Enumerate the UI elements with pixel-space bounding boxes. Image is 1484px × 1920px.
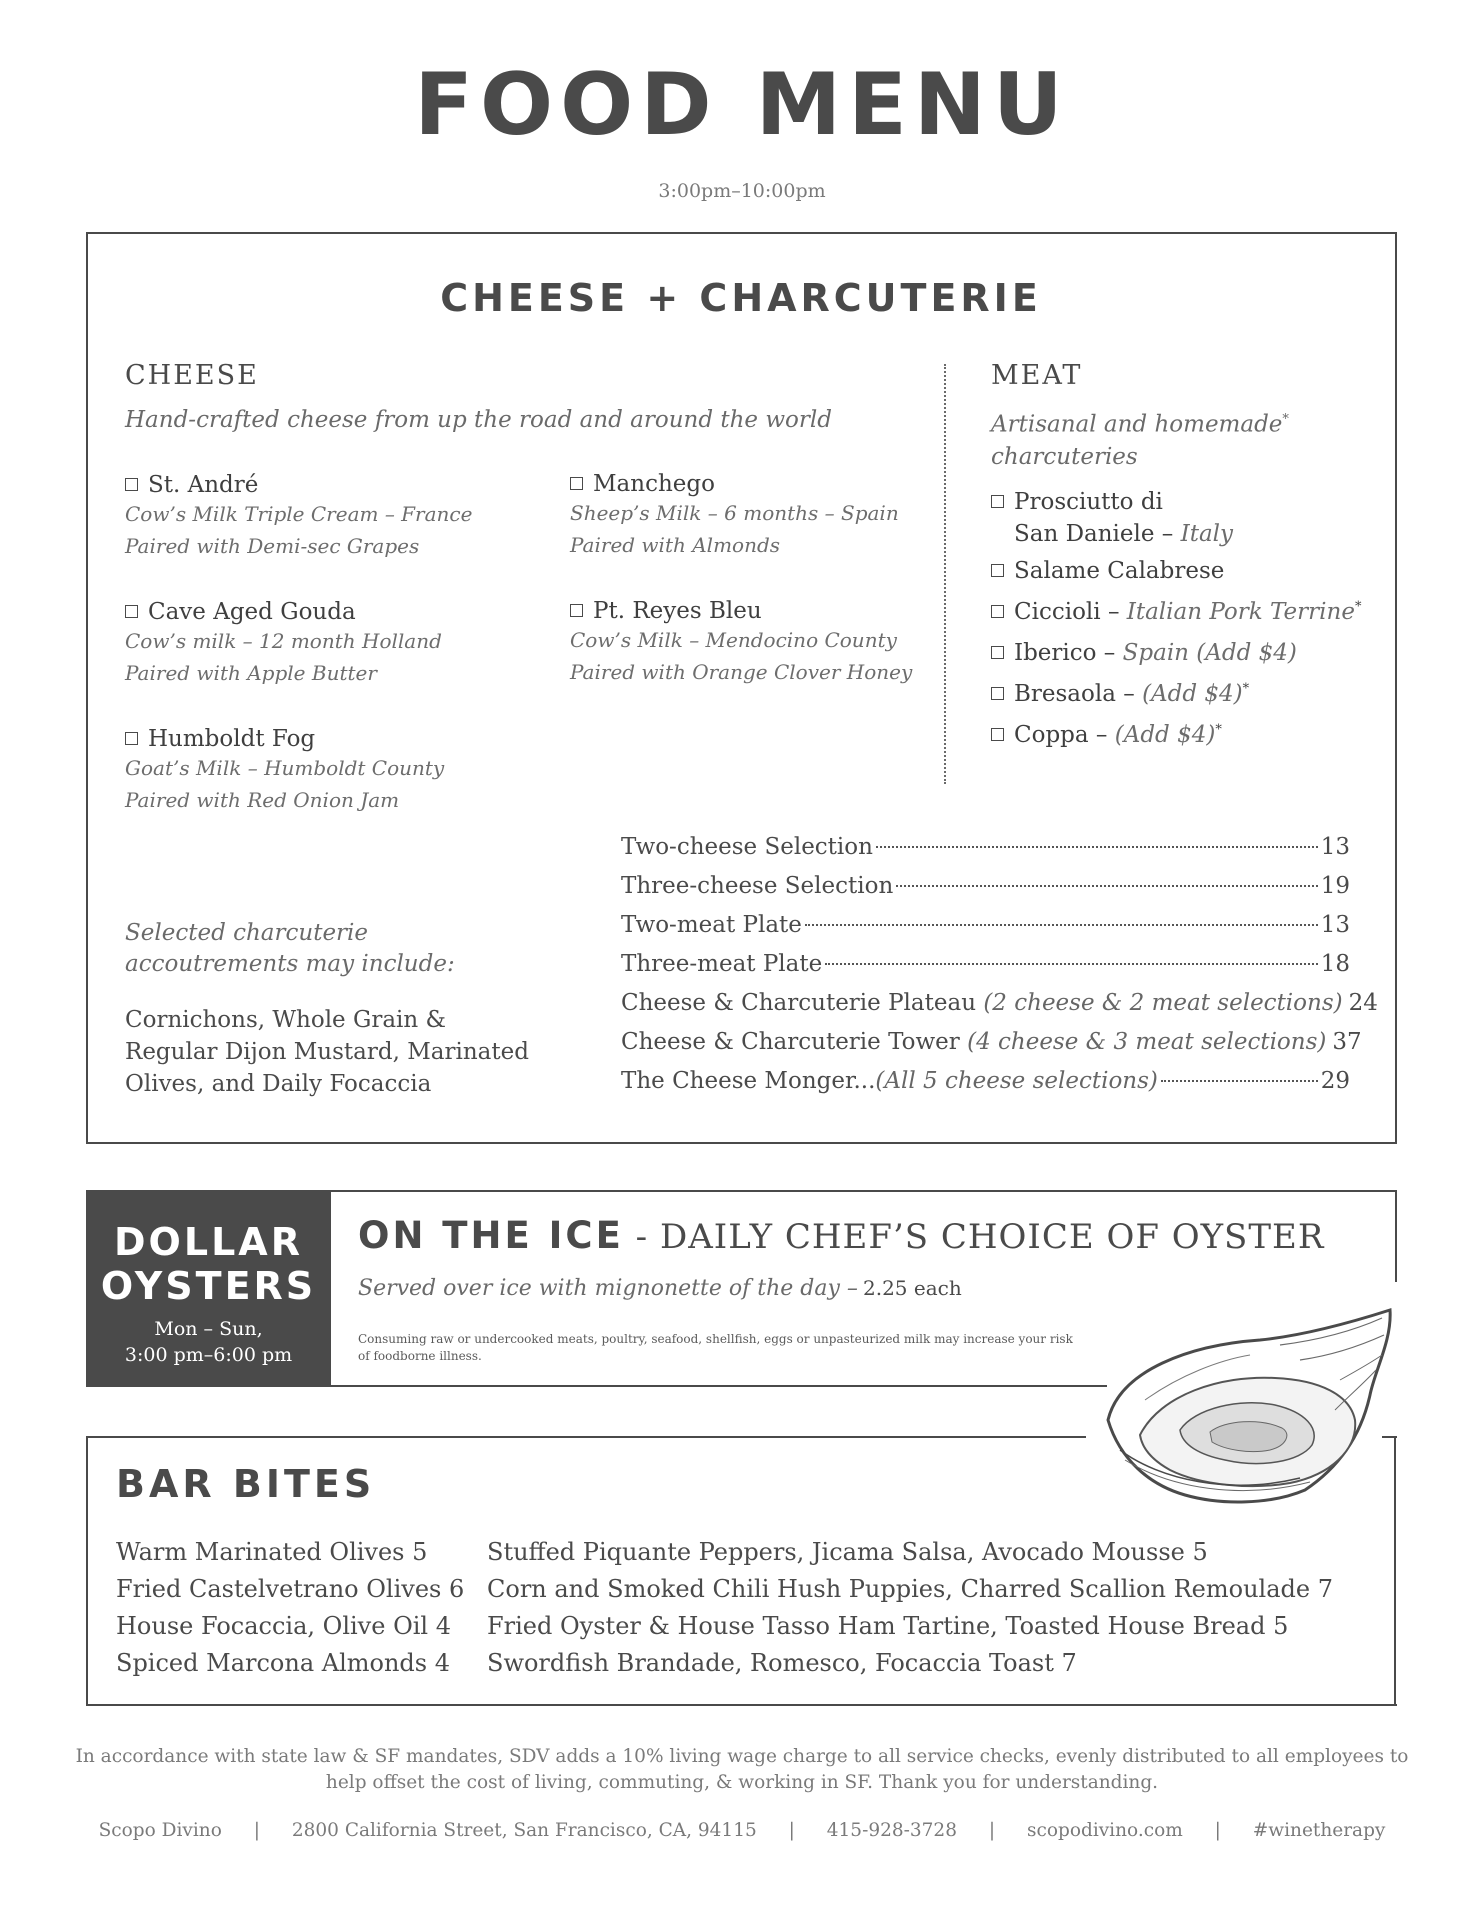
oyster-served — [358, 1276, 962, 1301]
dot-leader — [805, 924, 1318, 926]
oyster-title-rest: - DAILY CHEF’S CHOICE OF OYSTER — [623, 1217, 1325, 1257]
section-title: CHEESE + CHARCUTERIE — [440, 276, 1042, 320]
price-label: Three-meat Plate — [621, 951, 823, 977]
meat-item[interactable] — [991, 599, 1361, 640]
website-link[interactable]: scopodivino.com — [1027, 1820, 1183, 1841]
bar-bites-bottom — [86, 1704, 1397, 1706]
checkbox-icon[interactable] — [991, 495, 1004, 508]
cheese-name: St. André — [148, 472, 259, 498]
address[interactable]: 2800 California Street, San Francisco, CA, 94115 — [291, 1820, 757, 1841]
cheese-subtitle: Hand-crafted cheese from up the road and around the world — [125, 407, 832, 433]
checkbox-icon[interactable] — [125, 478, 138, 491]
cheese-item[interactable] — [570, 471, 899, 561]
price-label: Cheese & Charcuterie Plateau — [621, 990, 977, 1016]
meat-subtitle-line2: charcuteries — [991, 443, 1138, 470]
meat-list — [991, 558, 1361, 763]
oyster-title-bold: ON THE ICE — [358, 1214, 624, 1257]
price-row[interactable] — [621, 990, 1378, 1029]
bar-bite-item[interactable]: Corn and Smoked Chili Hush Puppies, Charred Scallion Remoulade 7 — [487, 1575, 1333, 1603]
meat-item[interactable] — [991, 722, 1361, 763]
cheese-pairing: Paired with Almonds — [570, 533, 781, 557]
dot-leader — [1161, 1080, 1318, 1082]
bar-bite-item[interactable]: Spiced Marcona Almonds 4 — [116, 1649, 451, 1677]
accoutrements-intro-line2: accoutrements may include: — [125, 951, 455, 977]
price-row[interactable] — [621, 1068, 1350, 1107]
cheese-pairing: Paired with Apple Butter — [125, 661, 377, 685]
meat-name: Prosciutto di — [1014, 489, 1163, 515]
bar-bite-item[interactable]: House Focaccia, Olive Oil 4 — [116, 1612, 451, 1640]
price-label: The Cheese Monger... — [621, 1068, 876, 1094]
separator: | — [253, 1820, 260, 1841]
meat-name: Ciccioli – — [1014, 599, 1120, 625]
oyster-served-text: Served over ice with mignonette of the day – — [358, 1276, 858, 1301]
contact-bar — [0, 1820, 1484, 1841]
meat-item[interactable] — [991, 640, 1361, 681]
meat-name: Salame Calabrese — [1014, 558, 1225, 584]
cheese-desc: Cow’s Milk – Mendocino County — [570, 628, 897, 652]
meat-detail: Italian Pork Terrine — [1126, 599, 1355, 625]
price-label: Two-meat Plate — [621, 912, 802, 938]
oyster-illustration-icon — [1100, 1300, 1400, 1510]
cheese-item[interactable] — [125, 726, 444, 816]
living-wage-notice — [0, 1744, 1484, 1796]
checkbox-icon[interactable] — [991, 646, 1004, 659]
checkbox-icon[interactable] — [570, 477, 583, 490]
dot-leader — [825, 963, 1317, 965]
cheese-heading: CHEESE — [125, 360, 259, 391]
bar-bites-right — [1394, 1436, 1396, 1706]
oyster-box-right — [1395, 1190, 1397, 1282]
oyster-price: 2.25 each — [862, 1276, 962, 1300]
badge-days: Mon – Sun, — [154, 1318, 263, 1340]
checkbox-icon[interactable] — [991, 605, 1004, 618]
price-row[interactable] — [621, 912, 1350, 951]
hashtag-link[interactable]: #winetherapy — [1252, 1820, 1386, 1841]
badge-line2: OYSTERS — [100, 1264, 317, 1308]
cheese-desc: Cow’s milk – 12 month Holland — [125, 629, 442, 653]
phone-link[interactable]: 415-928-3728 — [826, 1820, 957, 1841]
meat-item[interactable] — [991, 486, 1233, 550]
cheese-name: Humboldt Fog — [148, 726, 316, 752]
price-value: 18 — [1320, 951, 1350, 977]
bar-bites-left-list — [116, 1534, 464, 1682]
bar-bite-item[interactable]: Swordfish Brandade, Romesco, Focaccia Toast 7 — [487, 1649, 1077, 1677]
checkbox-icon[interactable] — [125, 605, 138, 618]
bar-bites-title: BAR BITES — [116, 1462, 376, 1506]
checkbox-icon[interactable] — [991, 728, 1004, 741]
price-row[interactable] — [621, 834, 1350, 873]
separator: | — [788, 1820, 795, 1841]
meat-origin: Italy — [1180, 521, 1234, 547]
cheese-item[interactable] — [570, 598, 912, 688]
checkbox-icon[interactable] — [125, 732, 138, 745]
meat-heading: MEAT — [991, 360, 1083, 391]
cheese-charcuterie-section — [86, 232, 1397, 1144]
cheese-desc: Sheep’s Milk – 6 months – Spain — [570, 501, 899, 525]
asterisk-mark: * — [1354, 599, 1362, 615]
cheese-name: Pt. Reyes Bleu — [593, 598, 762, 624]
price-label: Three-cheese Selection — [621, 873, 894, 899]
service-hours: 3:00pm–10:00pm — [658, 180, 826, 202]
meat-item[interactable] — [991, 681, 1361, 722]
price-value: 13 — [1320, 912, 1350, 938]
price-value: 13 — [1320, 834, 1350, 860]
dollar-oysters-badge — [86, 1190, 331, 1387]
accoutrements-line3: Olives, and Daily Focaccia — [125, 1071, 432, 1097]
page-title: FOOD MENU — [414, 55, 1070, 155]
asterisk-mark: * — [1215, 722, 1222, 738]
column-divider — [944, 364, 946, 784]
notice-line1: In accordance with state law & SF mandates, SDV adds a 10% living wage charge to all service checks, evenly distributed to all employees to — [75, 1746, 1409, 1767]
asterisk-mark: * — [1242, 681, 1250, 697]
price-label: Two-cheese Selection — [621, 834, 873, 860]
meat-detail: Spain (Add $4) — [1122, 640, 1297, 666]
separator: | — [1214, 1820, 1221, 1841]
cheese-pairing: Paired with Orange Clover Honey — [570, 660, 913, 684]
restaurant-name: Scopo Divino — [98, 1820, 222, 1841]
price-value: 24 — [1348, 990, 1378, 1016]
badge-line1: DOLLAR — [114, 1220, 303, 1264]
accoutrements-list — [125, 1004, 529, 1100]
meat-name-cont: San Daniele – — [1014, 521, 1174, 547]
dot-leader — [876, 846, 1318, 848]
cheese-desc: Cow’s Milk Triple Cream – France — [125, 502, 473, 526]
meat-detail: (Add $4) — [1114, 722, 1216, 748]
raw-food-warning — [358, 1331, 1073, 1365]
price-note: (2 cheese & 2 meat selections) — [983, 990, 1343, 1016]
warning-line2: of foodborne illness. — [358, 1349, 482, 1363]
meat-subtitle — [991, 404, 1289, 473]
bar-bites-right-list — [487, 1534, 1333, 1682]
cheese-item[interactable] — [125, 472, 472, 562]
checkbox-icon[interactable] — [991, 687, 1004, 700]
asterisk-mark: * — [1282, 412, 1289, 427]
oyster-box-bottom — [331, 1385, 1107, 1387]
meat-subtitle-line1: Artisanal and homemade — [991, 411, 1283, 438]
checkbox-icon[interactable] — [991, 564, 1004, 577]
accoutrements-line2: Regular Dijon Mustard, Marinated — [125, 1039, 529, 1065]
price-value: 37 — [1332, 1029, 1362, 1055]
price-note: (4 cheese & 3 meat selections) — [967, 1029, 1327, 1055]
price-row[interactable] — [621, 873, 1350, 912]
cheese-item[interactable] — [125, 599, 442, 689]
meat-name: Bresaola – — [1014, 681, 1143, 707]
bar-bite-item[interactable]: Warm Marinated Olives 5 — [116, 1538, 428, 1566]
accoutrements-intro — [125, 918, 455, 980]
price-label: Cheese & Charcuterie Tower — [621, 1029, 960, 1055]
accoutrements-line1: Cornichons, Whole Grain & — [125, 1007, 447, 1033]
bar-bite-item[interactable]: Stuffed Piquante Peppers, Jicama Salsa, Avocado Mousse 5 — [487, 1538, 1208, 1566]
oyster-box-top — [331, 1190, 1397, 1192]
badge-time: 3:00 pm–6:00 pm — [124, 1344, 293, 1366]
price-list — [621, 834, 1378, 1107]
meat-item[interactable] — [991, 558, 1361, 599]
price-value: 29 — [1320, 1068, 1350, 1094]
meat-name: Coppa – — [1014, 722, 1108, 748]
meat-name: Iberico – — [1014, 640, 1116, 666]
cheese-name: Manchego — [593, 471, 715, 497]
price-note: (All 5 cheese selections) — [875, 1068, 1158, 1094]
price-value: 19 — [1320, 873, 1350, 899]
dot-leader — [896, 885, 1317, 887]
cheese-desc: Goat’s Milk – Humboldt County — [125, 756, 445, 780]
bar-bite-item[interactable]: Fried Oyster & House Tasso Ham Tartine, Toasted House Bread 5 — [487, 1612, 1289, 1640]
price-row[interactable] — [621, 951, 1350, 990]
accoutrements-intro-line1: Selected charcuterie — [125, 920, 369, 946]
cheese-name: Cave Aged Gouda — [148, 599, 356, 625]
separator: | — [988, 1820, 996, 1841]
price-row[interactable] — [621, 1029, 1362, 1068]
checkbox-icon[interactable] — [570, 604, 583, 617]
cheese-pairing: Paired with Red Onion Jam — [125, 788, 400, 812]
bar-bite-item[interactable]: Fried Castelvetrano Olives 6 — [116, 1575, 465, 1603]
warning-line1: Consuming raw or undercooked meats, poultry, seafood, shellfish, eggs or unpasteurized milk may increase your risk — [358, 1332, 1073, 1346]
meat-detail: (Add $4) — [1142, 681, 1243, 707]
notice-line2: help offset the cost of living, commuting, & working in SF. Thank you for understanding. — [325, 1772, 1159, 1793]
oyster-title — [358, 1214, 1324, 1257]
bar-bites-top-left — [86, 1436, 1086, 1438]
cheese-pairing: Paired with Demi-sec Grapes — [125, 534, 420, 558]
bar-bites-left — [86, 1436, 88, 1706]
